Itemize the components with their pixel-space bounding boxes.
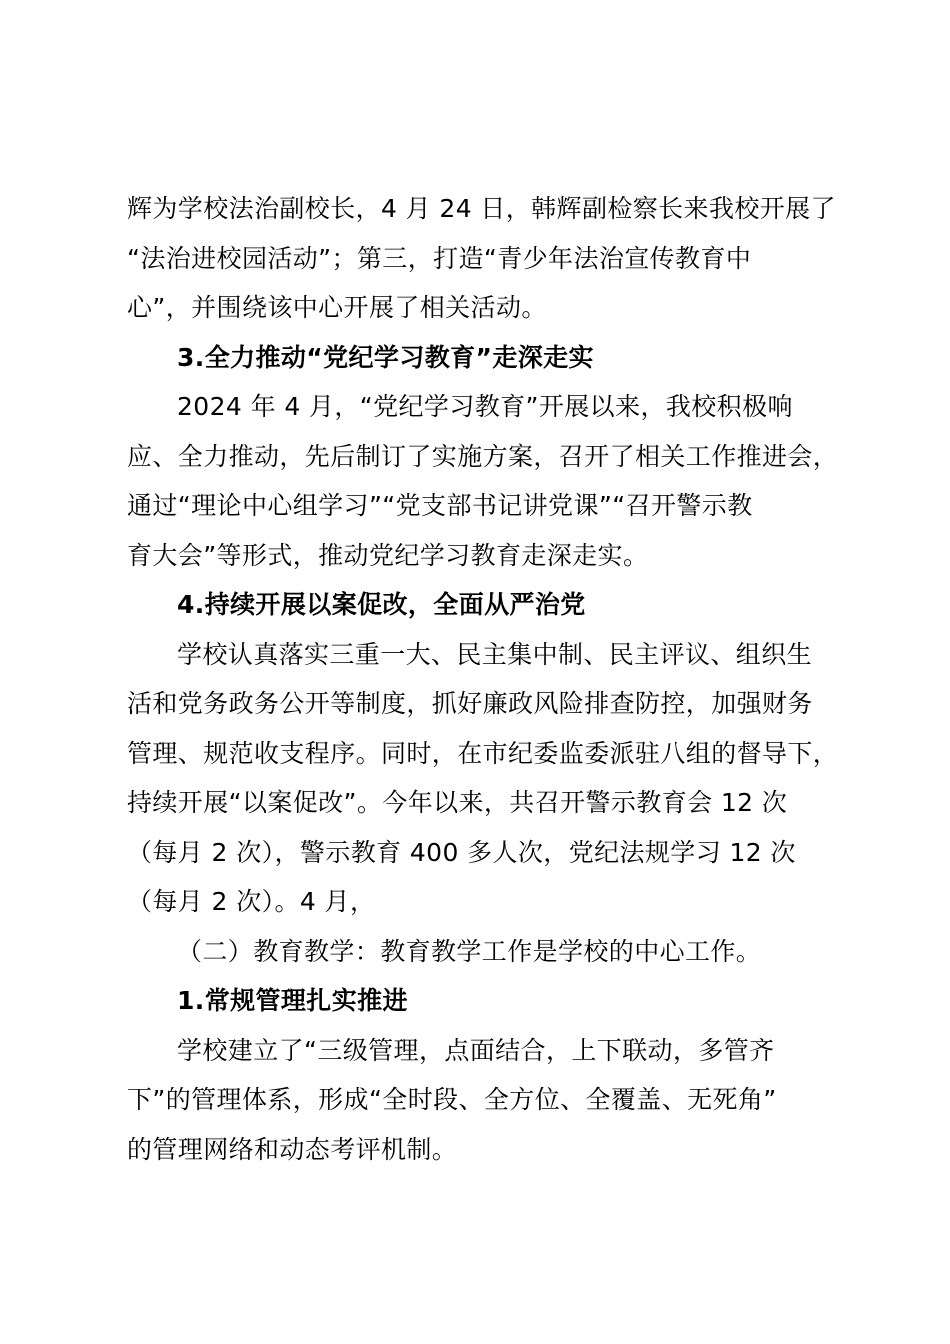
section-heading: 3.全力推动“党纪学习教育”走深走实 <box>177 342 594 372</box>
paragraph-line: 心”，并围绕该中心开展了相关活动。 <box>127 293 547 322</box>
paragraph-line: （每月 2 次），警示教育 400 多人次，党纪法规学习 12 次 <box>127 837 796 867</box>
paragraph-line: 应、全力推动，先后制订了实施方案，召开了相关工作推进会， <box>127 441 839 471</box>
paragraph-line: 管理、规范收支程序。同时，在市纪委监委派驻八组的督导下， <box>127 738 839 768</box>
paragraph-line: 活和党务政务公开等制度，抓好廉政风险排查防控，加强财务 <box>127 689 813 718</box>
paragraph-line: 持续开展“以案促改”。今年以来，共召开警示教育会 12 次 <box>127 788 788 817</box>
paragraph-line: （每月 2 次）。4 月， <box>127 887 376 916</box>
section-heading: 4.持续开展以案促改，全面从严治党 <box>177 590 586 619</box>
paragraph-line: 通过“理论中心组学习”“党支部书记讲党课”“召开警示教 <box>127 491 753 520</box>
subsection-line: （二）教育教学：教育教学工作是学校的中心工作。 <box>177 936 762 966</box>
paragraph-line: 育大会”等形式，推动党纪学习教育走深走实。 <box>127 540 649 570</box>
paragraph-line: 下”的管理体系，形成“全时段、全方位、全覆盖、无死角” <box>127 1085 777 1114</box>
paragraph-line: “法治进校园活动”；第三，打造“青少年法治宣传教育中 <box>127 243 752 273</box>
paragraph-line: 学校建立了“三级管理，点面结合，上下联动，多管齐 <box>177 1035 775 1065</box>
paragraph-line: 学校认真落实三重一大、民主集中制、民主评议、组织生 <box>177 639 813 669</box>
section-heading: 1.常规管理扎实推进 <box>177 986 408 1015</box>
paragraph-line: 2024 年 4 月，“党纪学习教育”开展以来，我校积极响 <box>177 392 793 421</box>
paragraph-line: 的管理网络和动态考评机制。 <box>127 1134 458 1164</box>
document-body <box>127 184 862 1174</box>
paragraph-line: 辉为学校法治副校长，4 月 24 日，韩辉副检察长来我校开展了 <box>127 194 836 223</box>
